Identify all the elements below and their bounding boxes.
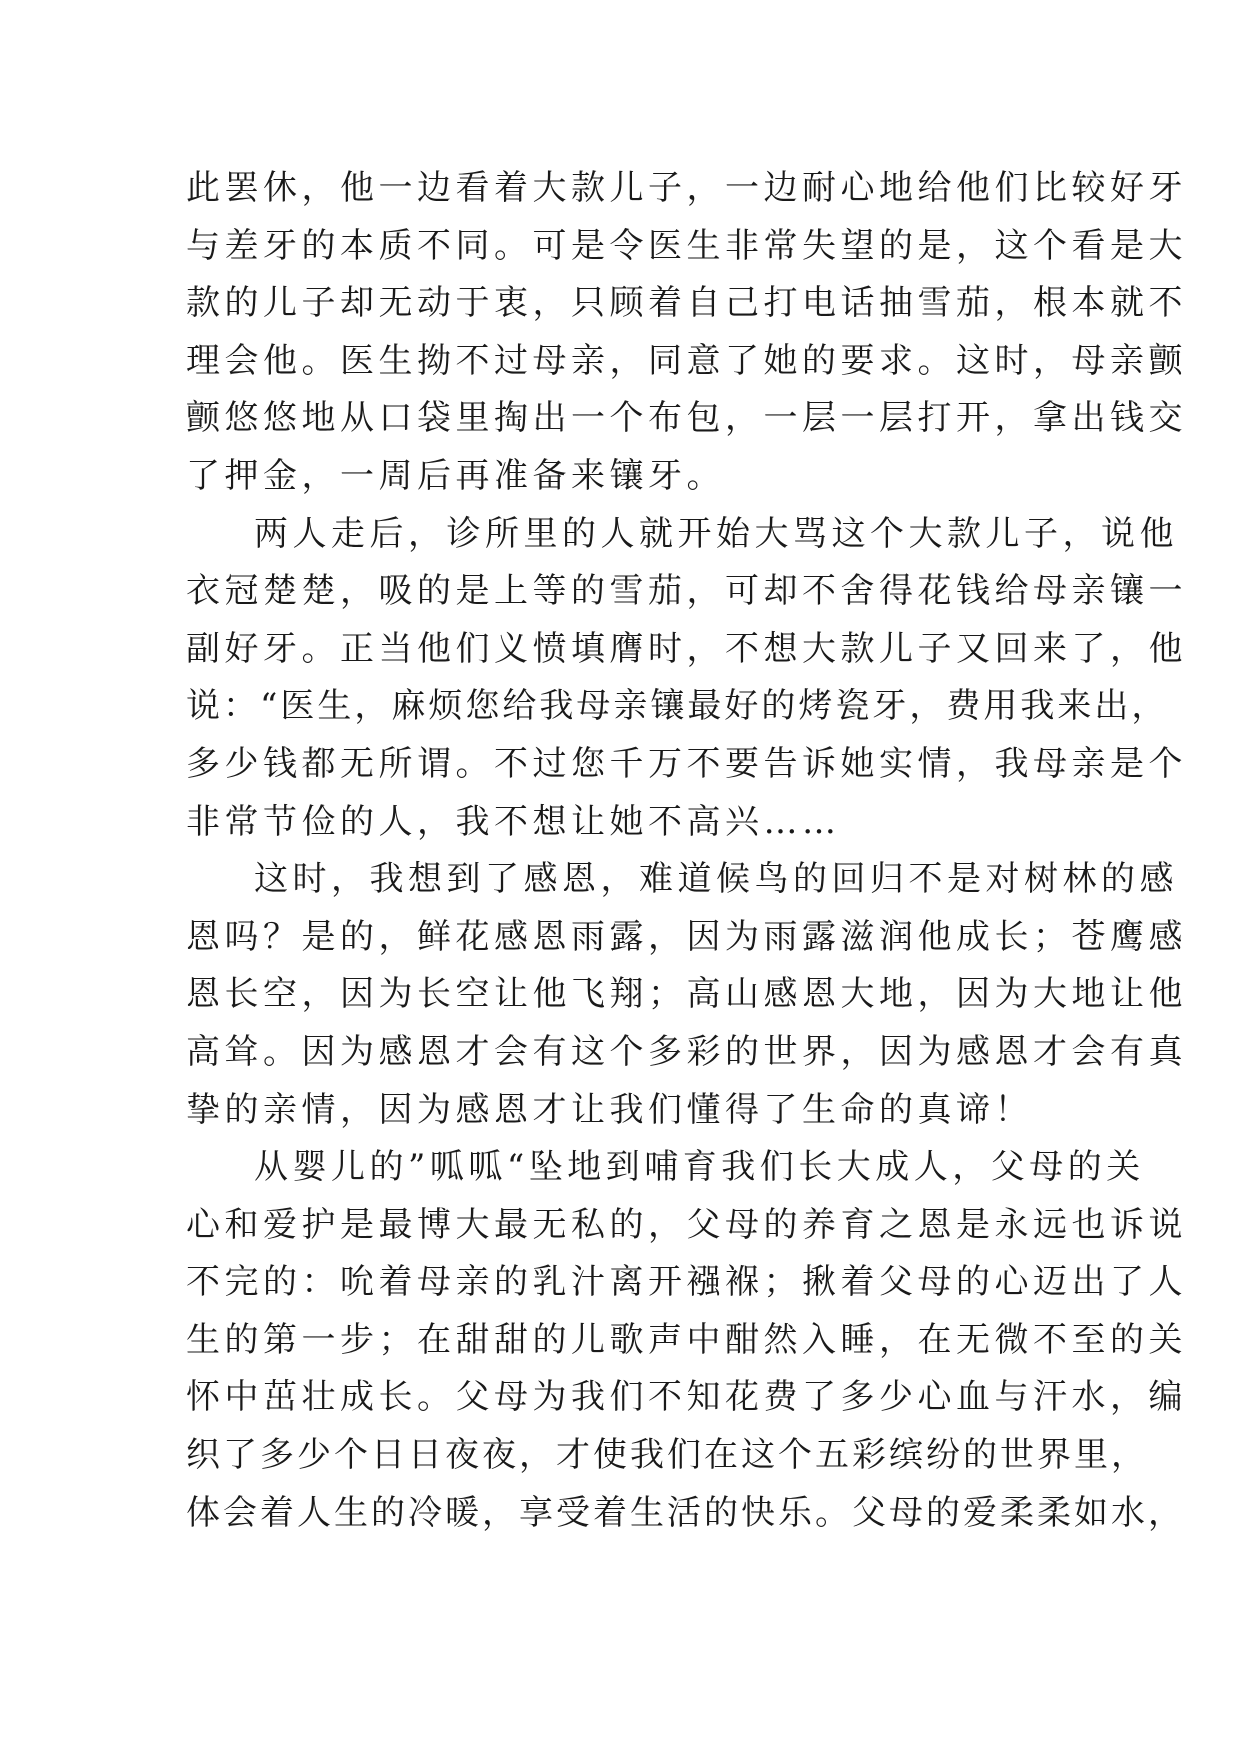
text-line: 多少钱都无所谓。不过您千万不要告诉她实情，我母亲是个	[186, 743, 1187, 784]
text-line: 恩吗？是的，鲜花感恩雨露，因为雨露滋润他成长；苍鹰感	[186, 916, 1187, 957]
text-line: 副好牙。正当他们义愤填膺时，不想大款儿子又回来了，他	[186, 628, 1187, 669]
text-line: 生的第一步；在甜甜的儿歌声中酣然入睡，在无微不至的关	[186, 1319, 1187, 1360]
text-line: 不完的：吮着母亲的乳汁离开襁褓；揪着父母的心迈出了人	[186, 1262, 1187, 1303]
text-line: 非常节俭的人，我不想让她不高兴……	[186, 801, 841, 842]
text-line: 织了多少个日日夜夜，才使我们在这个五彩缤纷的世界里，	[186, 1435, 1148, 1476]
text-line: 衣冠楚楚，吸的是上等的雪茄，可却不舍得花钱给母亲镶一	[186, 571, 1187, 612]
text-line: 理会他。医生拗不过母亲，同意了她的要求。这时，母亲颤	[186, 340, 1187, 381]
text-line: 挚的亲情，因为感恩才让我们懂得了生命的真谛！	[186, 1089, 1033, 1130]
text-line: 恩长空，因为长空让他飞翔；高山感恩大地，因为大地让他	[186, 974, 1187, 1015]
text-line: 体会着人生的冷暖，享受着生活的快乐。父母的爱柔柔如水，	[186, 1492, 1185, 1533]
text-line: 怀中茁壮成长。父母为我们不知花费了多少心血与汗水，编	[186, 1377, 1187, 1418]
text-line: 款的儿子却无动于衷，只顾着自己打电话抽雪茄，根本就不	[186, 283, 1187, 324]
paragraph-first-line: 从婴儿的”呱呱“坠地到哺育我们长大成人，父母的关	[254, 1147, 1145, 1188]
text-line: 心和爱护是最博大最无私的，父母的养育之恩是永远也诉说	[186, 1204, 1187, 1245]
text-line: 此罢休，他一边看着大款儿子，一边耐心地给他们比较好牙	[186, 168, 1187, 208]
article-body	[186, 160, 1187, 1542]
paragraph-first-line: 两人走后，诊所里的人就开始大骂这个大款儿子，说他	[254, 513, 1178, 554]
text-line: 说：“医生，麻烦您给我母亲镶最好的烤瓷牙，费用我来出，	[186, 686, 1169, 727]
text-line: 高耸。因为感恩才会有这个多彩的世界，因为感恩才会有真	[186, 1031, 1187, 1072]
paragraph-first-line: 这时，我想到了感恩，难道候鸟的回归不是对树林的感	[254, 859, 1178, 900]
text-line: 了押金，一周后再准备来镶牙。	[186, 455, 725, 496]
text-line: 颤悠悠地从口袋里掏出一个布包，一层一层打开，拿出钱交	[186, 398, 1187, 439]
text-line: 与差牙的本质不同。可是令医生非常失望的是，这个看是大	[186, 225, 1187, 266]
